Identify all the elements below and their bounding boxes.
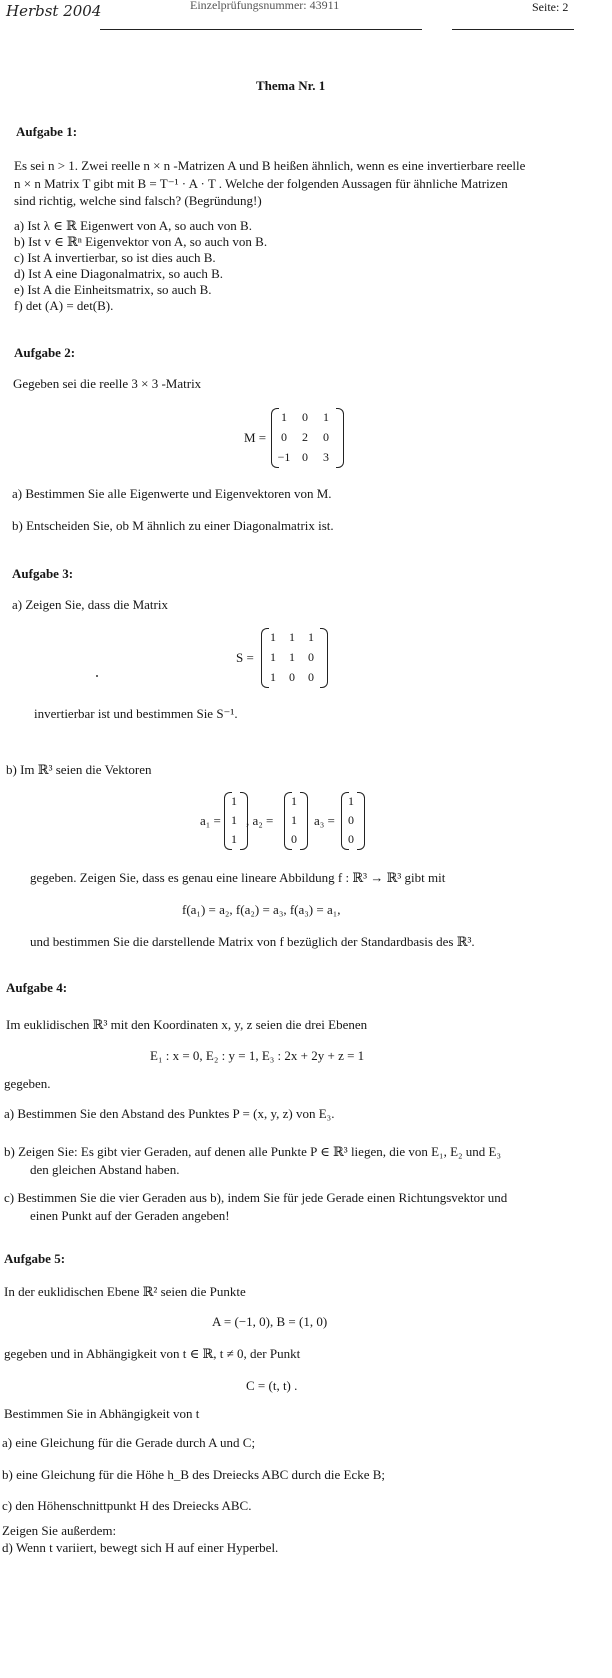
- vector-a3-right-bracket: [357, 792, 365, 850]
- aufgabe-4-intro: Im euklidischen ℝ³ mit den Koordinaten x, y, z seien die drei Ebenen: [6, 1017, 368, 1032]
- matrix-m-label: M =: [244, 430, 267, 445]
- aufgabe-4-part-a: a) Bestimmen Sie den Abstand des Punktes P = (x, y, z) von E₃.: [4, 1106, 335, 1121]
- vector-a1-entry: 1: [231, 794, 237, 808]
- aufgabe-4-part-b-line-1: b) Zeigen Sie: Es gibt vier Geraden, auf denen alle Punkte P ∈ ℝ³ liegen, die von E₁, E₂ und E₃: [4, 1144, 502, 1159]
- vector-a2-right-bracket: [300, 792, 308, 850]
- matrix-s-cell: 1: [289, 650, 295, 664]
- matrix-s-cell: 1: [270, 630, 276, 644]
- aufgabe-2-part-a: a) Bestimmen Sie alle Eigenwerte und Eigenvektoren von M.: [12, 486, 332, 501]
- vector-a2-label: , a₂ =: [246, 813, 274, 828]
- vector-a1-entry: 1: [231, 813, 237, 827]
- aufgabe-1-heading: Aufgabe 1:: [16, 124, 78, 139]
- matrix-m-cell: 0: [281, 430, 287, 444]
- matrix-s: [236, 628, 336, 688]
- matrix-s-cell: 1: [270, 670, 276, 684]
- aufgabe-5-determine: Bestimmen Sie in Abhängigkeit von t: [4, 1406, 200, 1421]
- aufgabe-5-point-c: C = (t, t) .: [246, 1378, 298, 1393]
- aufgabe-1-item-a: a) Ist λ ∈ ℝ Eigenwert von A, so auch von B.: [14, 218, 252, 233]
- vector-a3: [314, 792, 366, 850]
- aufgabe-3-part-a-after: invertierbar ist und bestimmen Sie S⁻¹.: [34, 706, 238, 721]
- aufgabe-1-item-c: c) Ist A invertierbar, so ist dies auch B.: [14, 250, 216, 265]
- aufgabe-5-part-b: b) eine Gleichung für die Höhe h_B des Dreiecks ABC durch die Ecke B;: [2, 1467, 386, 1482]
- vector-a3-label: a₃ =: [314, 813, 335, 828]
- aufgabe-5-points: A = (−1, 0), B = (1, 0): [212, 1314, 328, 1329]
- vector-a3-entry: 0: [348, 832, 354, 846]
- aufgabe-1-intro-line-1: Es sei n > 1. Zwei reelle n × n -Matrizen A und B heißen ähnlich, wenn es eine invertierbare reelle: [14, 158, 526, 173]
- aufgabe-3-part-b-given: gegeben. Zeigen Sie, dass es genau eine lineare Abbildung f : ℝ³ → ℝ³ gibt mit: [30, 870, 446, 885]
- aufgabe-3-part-b-formula: f(a₁) = a₂, f(a₂) = a₃, f(a₃) = a₁,: [182, 902, 341, 917]
- vector-a1-label: a₁ =: [200, 813, 221, 828]
- aufgabe-5-heading: Aufgabe 5:: [4, 1251, 66, 1266]
- aufgabe-1-item-e: e) Ist A die Einheitsmatrix, so auch B.: [14, 282, 212, 297]
- vector-a2-entry: 1: [291, 813, 297, 827]
- matrix-m-cell: 0: [323, 430, 329, 444]
- matrix-m-cell: 3: [323, 450, 329, 464]
- matrix-m-cell: 1: [323, 410, 329, 424]
- header-rule-right: [452, 29, 574, 30]
- matrix-m: [244, 408, 344, 468]
- aufgabe-5-part-d: d) Wenn t variiert, bewegt sich H auf einer Hyperbel.: [2, 1540, 279, 1555]
- matrix-s-cell: 0: [308, 670, 314, 684]
- aufgabe-4-part-c-line-1: c) Bestimmen Sie die vier Geraden aus b), indem Sie für jede Gerade einen Richtungsvektor und: [4, 1190, 508, 1205]
- matrix-s-label: S =: [236, 650, 254, 665]
- matrix-s-cell: 1: [308, 630, 314, 644]
- matrix-m-cell: 1: [281, 410, 287, 424]
- vector-a1-entry: 1: [231, 832, 237, 846]
- vector-a2: [246, 792, 310, 850]
- aufgabe-4-given: gegeben.: [4, 1076, 51, 1091]
- handwritten-term-note: Herbst 2004: [6, 2, 102, 20]
- vector-a1: [200, 792, 252, 850]
- aufgabe-2-part-b: b) Entscheiden Sie, ob M ähnlich zu einer Diagonalmatrix ist.: [12, 518, 334, 533]
- aufgabe-4-part-c-line-2: einen Punkt auf der Geraden angeben!: [30, 1208, 230, 1223]
- matrix-m-cell: −1: [277, 450, 291, 464]
- aufgabe-1-item-b: b) Ist v ∈ ℝⁿ Eigenvektor von A, so auch von B.: [14, 234, 268, 249]
- aufgabe-1-intro-line-2: n × n Matrix T gibt mit B = T⁻¹ · A · T . Welche der folgenden Aussagen für ähnliche Matrizen: [14, 176, 508, 191]
- vector-a2-entry: 1: [291, 794, 297, 808]
- aufgabe-2-heading: Aufgabe 2:: [14, 345, 76, 360]
- page-number: Seite: 2: [532, 0, 569, 14]
- aufgabe-5-given: gegeben und in Abhängigkeit von t ∈ ℝ, t ≠ 0, der Punkt: [4, 1346, 301, 1361]
- matrix-m-right-bracket: [336, 408, 344, 468]
- exam-number: Einzelprüfungsnummer: 43911: [190, 0, 340, 12]
- aufgabe-4-part-b-line-2: den gleichen Abstand haben.: [30, 1162, 180, 1177]
- scan-speck: [96, 675, 98, 677]
- matrix-s-cell: 1: [289, 630, 295, 644]
- aufgabe-4-heading: Aufgabe 4:: [6, 980, 68, 995]
- aufgabe-1-item-f: f) det (A) = det(B).: [14, 298, 114, 313]
- aufgabe-3-part-b-intro: b) Im ℝ³ seien die Vektoren: [6, 762, 152, 777]
- matrix-s-cell: 0: [308, 650, 314, 664]
- aufgabe-5-part-c: c) den Höhenschnittpunkt H des Dreiecks ABC.: [2, 1498, 252, 1513]
- matrix-m-cell: 2: [302, 430, 308, 444]
- aufgabe-5-intro: In der euklidischen Ebene ℝ² seien die Punkte: [4, 1284, 246, 1299]
- thema-title: Thema Nr. 1: [256, 78, 326, 93]
- header-rule-left: [100, 29, 422, 30]
- vector-a2-entry: 0: [291, 832, 297, 846]
- aufgabe-5-part-a: a) eine Gleichung für die Gerade durch A und C;: [2, 1435, 256, 1450]
- aufgabe-3-part-a-intro: a) Zeigen Sie, dass die Matrix: [12, 597, 168, 612]
- matrix-s-right-bracket: [320, 628, 328, 688]
- matrix-s-cell: 1: [270, 650, 276, 664]
- aufgabe-1-intro-line-3: sind richtig, welche sind falsch? (Begründung!): [14, 193, 262, 208]
- aufgabe-2-intro: Gegeben sei die reelle 3 × 3 -Matrix: [13, 376, 202, 391]
- matrix-m-cell: 0: [302, 410, 308, 424]
- aufgabe-5-show: Zeigen Sie außerdem:: [2, 1523, 117, 1538]
- vector-a3-entry: 1: [348, 794, 354, 808]
- aufgabe-4-planes: E₁ : x = 0, E₂ : y = 1, E₃ : 2x + 2y + z = 1: [150, 1048, 365, 1063]
- matrix-m-cell: 0: [302, 450, 308, 464]
- aufgabe-3-part-b-task: und bestimmen Sie die darstellende Matrix von f bezüglich der Standardbasis des ℝ³.: [30, 934, 475, 949]
- matrix-s-cell: 0: [289, 670, 295, 684]
- aufgabe-3-heading: Aufgabe 3:: [12, 566, 74, 581]
- aufgabe-1-item-d: d) Ist A eine Diagonalmatrix, so auch B.: [14, 266, 224, 281]
- vector-a3-entry: 0: [348, 813, 354, 827]
